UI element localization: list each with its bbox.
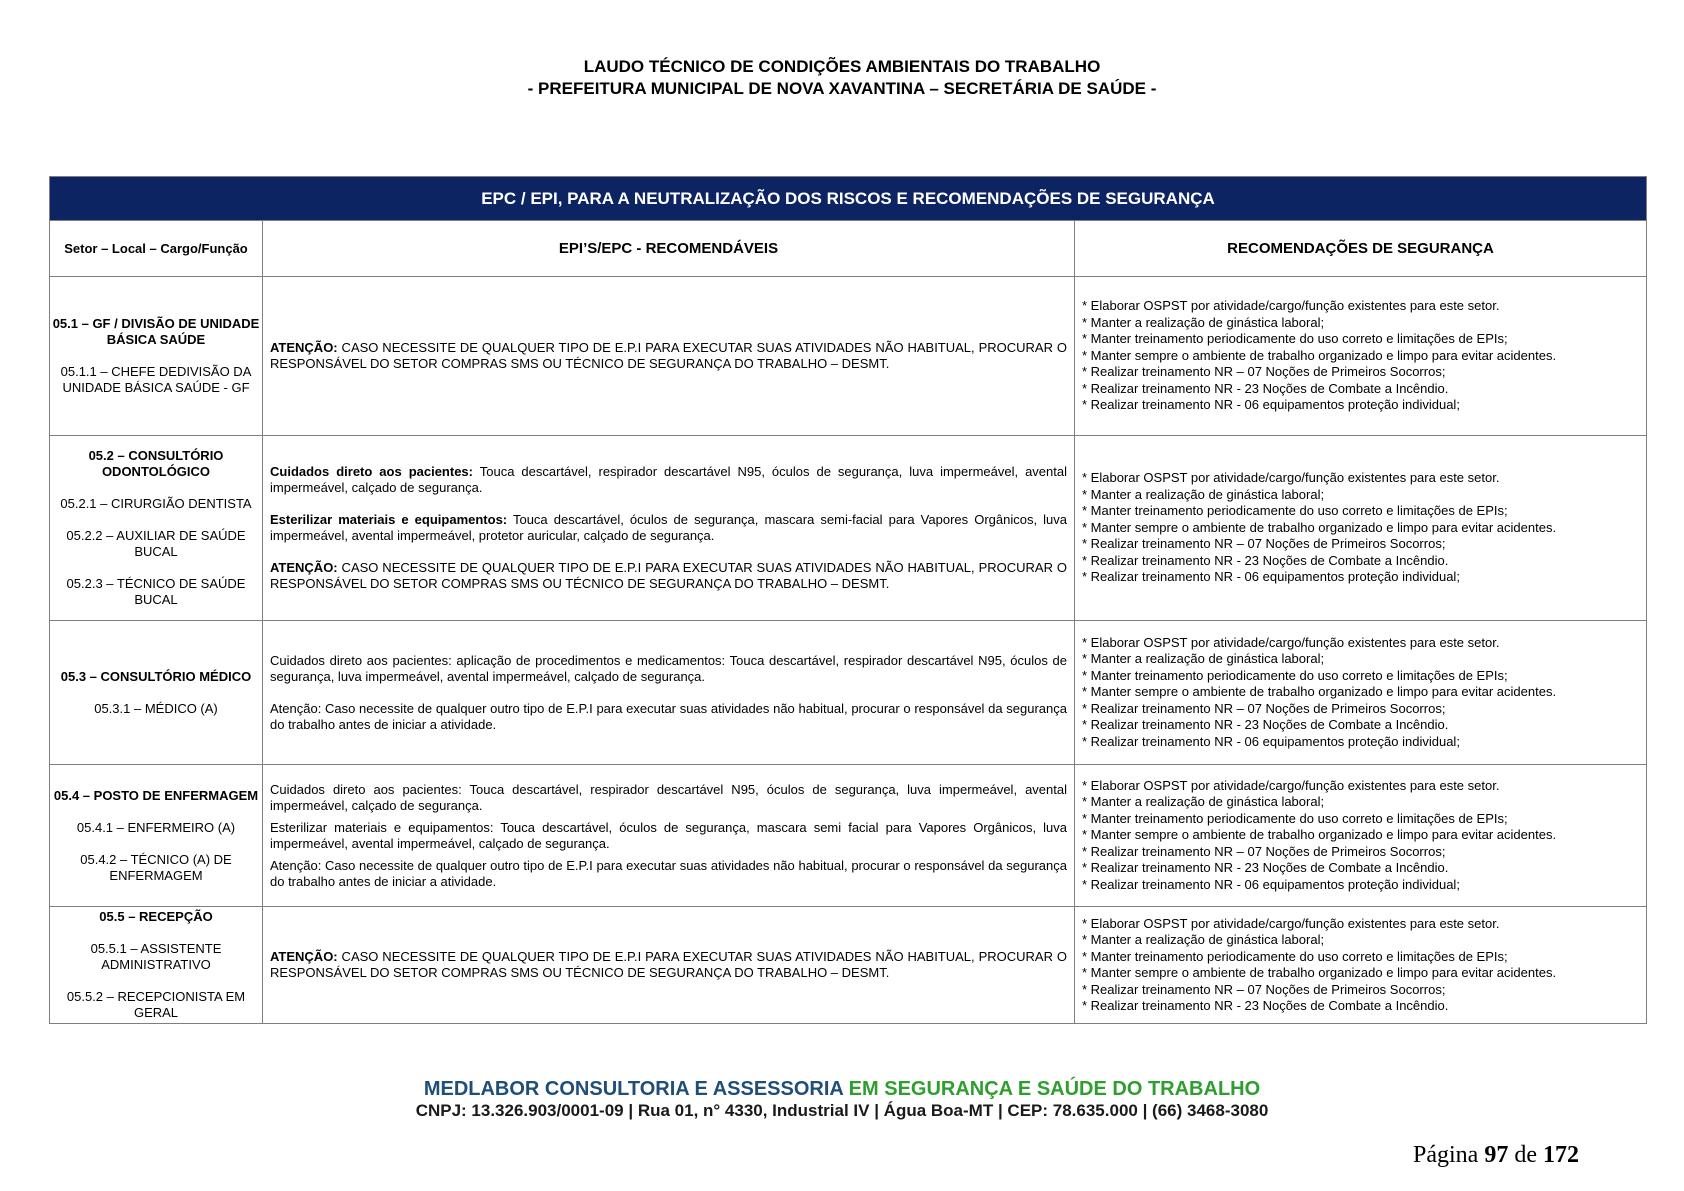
column-header-epi: EPI’S/EPC - RECOMENDÁVEIS <box>263 221 1075 277</box>
recommendation-item: * Manter a realização de ginástica laboral; <box>1082 314 1325 330</box>
recommendation-item: * Realizar treinamento NR - 23 Noções de Combate a Incêndio. <box>1082 380 1449 396</box>
page-number <box>1413 1141 1579 1169</box>
recommendation-item: * Manter sempre o ambiente de trabalho organizado e limpo para evitar acidentes. <box>1082 519 1557 535</box>
recommendation-item: * Realizar treinamento NR - 06 equipamentos proteção individual; <box>1082 569 1460 585</box>
epi-text: Touca descartável, óculos de segurança, mascara semi-facial para Vapores Orgânicos, luva impermeável, avental impermeável, protetor auricular, calçado de segurança. <box>270 512 1067 543</box>
sector-title: 05.5 – RECEPÇÃO <box>99 909 213 924</box>
recommendations-cell <box>1075 621 1647 765</box>
document-header <box>0 56 1684 100</box>
epi-cell <box>263 765 1075 907</box>
page-total: 172 <box>1543 1142 1579 1168</box>
recommendation-item: * Realizar treinamento NR - 06 equipamentos proteção individual; <box>1082 733 1460 749</box>
page-current: 97 <box>1484 1142 1509 1168</box>
sector-cell <box>50 277 263 436</box>
recommendation-item: * Manter sempre o ambiente de trabalho organizado e limpo para evitar acidentes. <box>1082 684 1557 700</box>
recommendation-item: * Elaborar OSPST por atividade/cargo/função existentes para este setor. <box>1082 470 1500 486</box>
footer-company-name: MEDLABOR CONSULTORIA E ASSESSORIA <box>423 1078 844 1100</box>
epi-text: Touca descartável, respirador descartável N95, óculos de segurança, luva impermeável, avental impermeável, calçado de segurança. <box>270 464 1067 495</box>
recommendation-item: * Manter sempre o ambiente de trabalho organizado e limpo para evitar acidentes. <box>1082 347 1557 363</box>
role-name: 05.3.1 – MÉDICO (A) <box>94 700 218 716</box>
footer-company-tagline: EM SEGURANÇA E SAÚDE DO TRABALHO <box>843 1078 1261 1100</box>
role-name: 05.2.1 – CIRURGIÃO DENTISTA <box>60 496 252 511</box>
role-name: 05.1.1 – CHEFE DEDIVISÃO DA UNIDADE BÁSICA SAÚDE - GF <box>60 364 252 395</box>
column-header-sector: Setor – Local – Cargo/Função <box>50 221 263 277</box>
recommendation-item: * Manter sempre o ambiente de trabalho organizado e limpo para evitar acidentes. <box>1082 965 1557 980</box>
recommendation-item: * Realizar treinamento NR – 07 Noções de Primeiros Socorros; <box>1082 364 1446 380</box>
recommendation-item: * Manter treinamento periodicamente do uso correto e limitações de EPIs; <box>1082 331 1508 347</box>
page-label: Página <box>1413 1142 1479 1168</box>
epi-text: Esterilizar materiais e equipamentos: Touca descartável, óculos de segurança, mascara semi facial para Vapores Orgânicos, luva impermeável, avental impermeável, calçado de segurança. <box>270 819 1067 851</box>
role-name: 05.4.1 – ENFERMEIRO (A) <box>76 819 236 835</box>
epi-cell <box>263 436 1075 621</box>
sector-cell <box>50 765 263 907</box>
recommendation-item: * Realizar treinamento NR – 07 Noções de Primeiros Socorros; <box>1082 700 1446 716</box>
recommendations-cell <box>1075 436 1647 621</box>
sector-cell <box>50 907 263 1024</box>
epi-cell <box>263 277 1075 436</box>
recommendation-item: * Manter treinamento periodicamente do uso correto e limitações de EPIs; <box>1082 810 1508 826</box>
epi-label: Esterilizar materiais e equipamentos: <box>270 512 508 527</box>
footer-address: CNPJ: 13.326.903/0001-09 | Rua 01, n° 4330, Industrial IV | Água Boa-MT | CEP: 78.635.000 | (66) 3468-3080 <box>415 1101 1269 1120</box>
sector-title: 05.1 – GF / DIVISÃO DE UNIDADE BÁSICA SAÚDE <box>52 316 260 347</box>
recommendation-item: * Realizar treinamento NR – 07 Noções de Primeiros Socorros; <box>1082 536 1446 552</box>
epi-paragraph <box>270 701 1067 733</box>
epi-text: CASO NECESSITE DE QUALQUER TIPO DE E.P.I PARA EXECUTAR SUAS ATIVIDADES NÃO HABITUAL, PROCURAR O RESPONSÁVEL DO SETOR COMPRAS SMS OU TÉCNICO DE SEGURANÇA DO TRABALHO – DESMT. <box>270 340 1067 371</box>
role-name: 05.5.1 – ASSISTENTE ADMINISTRATIVO <box>90 941 222 972</box>
epi-text: CASO NECESSITE DE QUALQUER TIPO DE E.P.I PARA EXECUTAR SUAS ATIVIDADES NÃO HABITUAL, PROCURAR O RESPONSÁVEL DO SETOR COMPRAS SMS OU TÉCNICO DE SEGURANÇA DO TRABALHO – DESMT. <box>270 560 1067 591</box>
table-title: EPC / EPI, PARA A NEUTRALIZAÇÃO DOS RISCOS E RECOMENDAÇÕES DE SEGURANÇA <box>50 177 1647 221</box>
role-name: 05.4.2 – TÉCNICO (A) DE ENFERMAGEM <box>80 851 232 883</box>
table-title-row <box>50 177 1647 221</box>
epi-paragraph <box>270 820 1067 852</box>
recommendation-item: * Manter sempre o ambiente de trabalho organizado e limpo para evitar acidentes. <box>1082 827 1557 843</box>
column-header-row <box>50 221 1647 277</box>
table-row <box>50 621 1647 765</box>
recommendation-item: * Realizar treinamento NR - 23 Noções de Combate a Incêndio. <box>1082 552 1449 568</box>
epi-text: Cuidados direto aos pacientes: aplicação de procedimentos e medicamentos: Touca descartável, respirador descartável N95, óculos de segurança, luva impermeável, avental impermeável, calçado de segurança. <box>270 652 1067 684</box>
recommendation-item: * Elaborar OSPST por atividade/cargo/função existentes para este setor. <box>1082 915 1500 931</box>
recommendations-cell <box>1075 907 1647 1024</box>
epi-paragraph <box>270 560 1067 592</box>
header-subtitle: - PREFEITURA MUNICIPAL DE NOVA XAVANTINA – SECRETÁRIA DE SAÚDE - <box>527 79 1157 98</box>
table-row <box>50 436 1647 621</box>
recommendation-item: * Elaborar OSPST por atividade/cargo/função existentes para este setor. <box>1082 298 1500 314</box>
role-name: 05.2.3 – TÉCNICO DE SAÚDE BUCAL <box>66 576 246 607</box>
epi-paragraph <box>270 858 1067 890</box>
epi-text: Atenção: Caso necessite de qualquer outro tipo de E.P.I para executar suas atividades não habitual, procurar o responsável da segurança do trabalho antes de iniciar a atividade. <box>270 700 1067 732</box>
epi-label: ATENÇÃO: <box>270 949 338 964</box>
recommendation-item: * Manter a realização de ginástica laboral; <box>1082 794 1325 810</box>
recommendations-cell <box>1075 277 1647 436</box>
epi-paragraph <box>270 949 1067 981</box>
recommendation-item: * Manter a realização de ginástica laboral; <box>1082 932 1325 947</box>
sector-title: 05.4 – POSTO DE ENFERMAGEM <box>53 787 259 803</box>
recommendation-item: * Manter treinamento periodicamente do uso correto e limitações de EPIs; <box>1082 948 1508 964</box>
epi-table <box>49 176 1647 1024</box>
table-body <box>50 277 1647 1024</box>
table-row <box>50 907 1647 1024</box>
recommendation-item: * Realizar treinamento NR - 06 equipamentos proteção individual; <box>1082 876 1460 892</box>
epi-paragraph <box>270 653 1067 685</box>
epi-text: CASO NECESSITE DE QUALQUER TIPO DE E.P.I PARA EXECUTAR SUAS ATIVIDADES NÃO HABITUAL, PROCURAR O RESPONSÁVEL DO SETOR COMPRAS SMS OU TÉCNICO DE SEGURANÇA DO TRABALHO – DESMT. <box>270 949 1067 980</box>
role-name: 05.5.2 – RECEPCIONISTA EM GERAL <box>66 989 246 1020</box>
sector-title: 05.2 – CONSULTÓRIO ODONTOLÓGICO <box>88 448 224 479</box>
footer-company <box>0 1077 1684 1101</box>
recommendation-item: * Manter a realização de ginástica laboral; <box>1082 651 1325 667</box>
recommendation-item: * Realizar treinamento NR - 23 Noções de Combate a Incêndio. <box>1082 860 1449 876</box>
recommendation-item: * Elaborar OSPST por atividade/cargo/função existentes para este setor. <box>1082 777 1500 793</box>
epi-paragraph <box>270 512 1067 544</box>
recommendations-cell <box>1075 765 1647 907</box>
recommendation-item: * Realizar treinamento NR - 23 Noções de Combate a Incêndio. <box>1082 998 1449 1013</box>
epi-paragraph <box>270 340 1067 372</box>
recommendation-item: * Elaborar OSPST por atividade/cargo/função existentes para este setor. <box>1082 634 1500 650</box>
epi-label: ATENÇÃO: <box>270 340 338 355</box>
epi-paragraph <box>270 464 1067 496</box>
epi-text: Cuidados direto aos pacientes: Touca descartável, respirador descartável N95, óculos de segurança, luva impermeável, avental impermeável, calçado de segurança. <box>270 781 1067 813</box>
role-name: 05.2.2 – AUXILIAR DE SAÚDE BUCAL <box>66 528 246 559</box>
table-row <box>50 765 1647 907</box>
epi-text: Atenção: Caso necessite de qualquer outro tipo de E.P.I para executar suas atividades não habitual, procurar o responsável da segurança do trabalho antes de iniciar a atividade. <box>270 857 1067 889</box>
epi-cell <box>263 907 1075 1024</box>
sector-title: 05.3 – CONSULTÓRIO MÉDICO <box>60 668 252 684</box>
page-of: de <box>1514 1142 1537 1168</box>
recommendation-item: * Realizar treinamento NR – 07 Noções de Primeiros Socorros; <box>1082 981 1446 997</box>
epi-label: Cuidados direto aos pacientes: <box>270 464 473 479</box>
epi-label: ATENÇÃO: <box>270 560 338 575</box>
recommendation-item: * Manter treinamento periodicamente do uso correto e limitações de EPIs; <box>1082 667 1508 683</box>
epi-paragraph <box>270 782 1067 814</box>
sector-cell <box>50 621 263 765</box>
column-header-recommendations: RECOMENDAÇÕES DE SEGURANÇA <box>1075 221 1647 277</box>
header-title: LAUDO TÉCNICO DE CONDIÇÕES AMBIENTAIS DO TRABALHO <box>583 57 1101 76</box>
recommendation-item: * Realizar treinamento NR - 06 equipamentos proteção individual; <box>1082 397 1460 413</box>
recommendation-item: * Manter treinamento periodicamente do uso correto e limitações de EPIs; <box>1082 503 1508 519</box>
recommendation-item: * Realizar treinamento NR - 23 Noções de Combate a Incêndio. <box>1082 717 1449 733</box>
epi-cell <box>263 621 1075 765</box>
table-row <box>50 277 1647 436</box>
recommendation-item: * Realizar treinamento NR – 07 Noções de Primeiros Socorros; <box>1082 843 1446 859</box>
sector-cell <box>50 436 263 621</box>
recommendation-item: * Manter a realização de ginástica laboral; <box>1082 486 1325 502</box>
